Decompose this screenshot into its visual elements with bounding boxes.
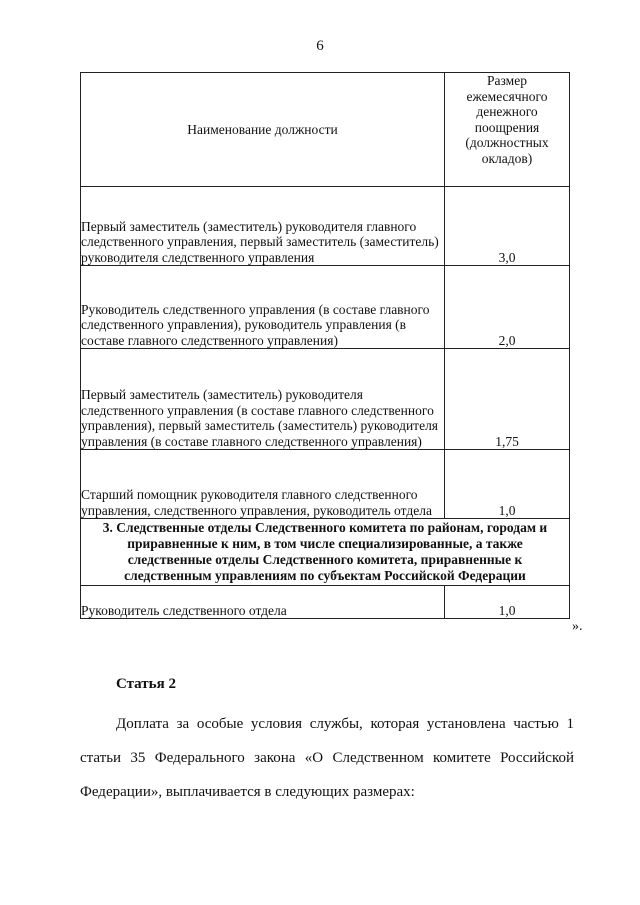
table-row: [81, 266, 570, 349]
page-number: 6: [316, 38, 324, 54]
article-paragraph: Доплата за особые условия службы, которая установлена частью 1 статьи 35 Федерального закона «О Следственном комитете Российской Федерации», выплачивается в следующих размерах:: [80, 716, 574, 800]
table-row: [81, 187, 570, 266]
header-position-name: Наименование должности: [81, 73, 445, 187]
table-header-row: [81, 73, 570, 187]
section-heading: 3. Следственные отделы Следственного комитета по районам, городам и приравненные к ним, в том числе специализированные, а также следственные отделы Следственного комитета, приравненные к следственным управлениям по субъектам Российской Федерации: [81, 519, 570, 586]
position-name: Руководитель следственного управления (в составе главного следственного управления), руководитель управления (в составе главного следственного управления): [81, 266, 445, 349]
bonus-value: 3,0: [445, 187, 570, 266]
bonus-value: 1,0: [445, 450, 570, 519]
section-heading-row: [81, 519, 570, 586]
header-bonus-size: Размер ежемесячного денежного поощрения (должностных окладов): [445, 73, 570, 187]
bonus-value: 1,0: [445, 586, 570, 619]
table-row: [81, 586, 570, 619]
closing-quote: ».: [572, 619, 583, 634]
position-name: Первый заместитель (заместитель) руководителя главного следственного управления, первый заместитель (заместитель) руководителя следственного управления: [81, 187, 445, 266]
table-row: [81, 349, 570, 450]
position-name: Старший помощник руководителя главного следственного управления, следственного управления, руководитель отдела: [81, 450, 445, 519]
position-name: Руководитель следственного отдела: [81, 586, 445, 619]
positions-table: [80, 72, 570, 619]
bonus-value: 2,0: [445, 266, 570, 349]
position-name: Первый заместитель (заместитель) руководителя следственного управления (в составе главного следственного управления), первый заместитель (заместитель) руководителя управления (в составе главного следственного управления): [81, 349, 445, 450]
table-row: [81, 450, 570, 519]
bonus-value: 1,75: [445, 349, 570, 450]
article-title: Статья 2: [116, 676, 176, 692]
